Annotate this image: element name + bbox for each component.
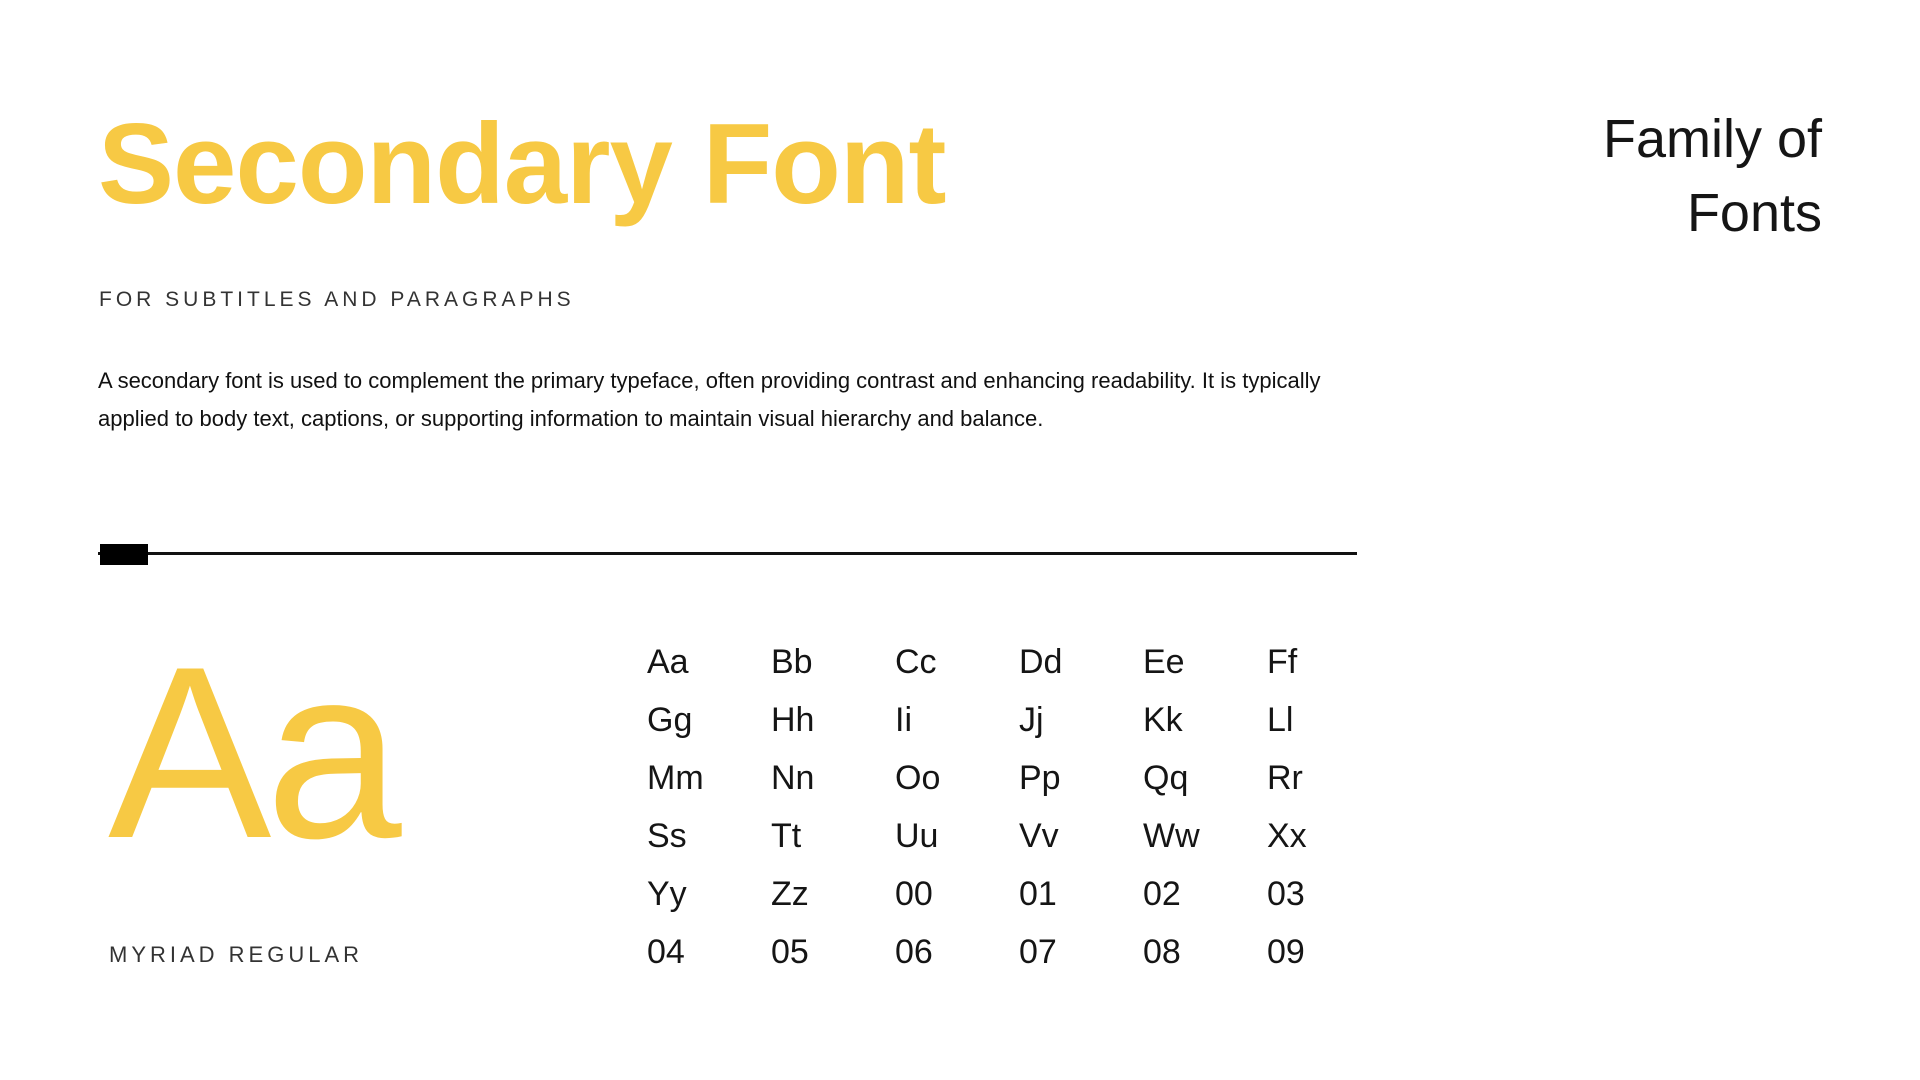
- glyph: 00: [895, 875, 933, 913]
- glyph: Yy: [647, 875, 687, 913]
- family-heading-line-2: Fonts: [1686, 183, 1822, 243]
- glyph: Ss: [647, 817, 687, 855]
- glyph: Ww: [1143, 817, 1200, 855]
- font-sample-large: Aa: [108, 615, 396, 889]
- glyph: Ll: [1267, 701, 1294, 739]
- font-name-label: MYRIAD REGULAR: [109, 942, 364, 967]
- glyph: 06: [895, 933, 933, 971]
- glyph: 08: [1143, 933, 1181, 971]
- glyph: 02: [1143, 875, 1181, 913]
- glyph: Kk: [1143, 701, 1183, 739]
- section-subtitle: FOR SUBTITLES AND PARAGRAPHS: [99, 288, 575, 311]
- family-of-fonts-heading: [1603, 102, 1822, 250]
- glyph: 07: [1019, 933, 1057, 971]
- glyph: Aa: [647, 643, 689, 681]
- family-heading-line-1: Family of: [1602, 109, 1822, 169]
- glyph: 04: [647, 933, 685, 971]
- glyph: Rr: [1267, 759, 1303, 797]
- glyph: Ee: [1143, 643, 1185, 681]
- glyph: Oo: [895, 759, 941, 797]
- glyph: Qq: [1143, 759, 1189, 797]
- glyph: Hh: [771, 701, 815, 739]
- glyph: Pp: [1019, 759, 1061, 797]
- description-paragraph: A secondary font is used to complement the primary typeface, often providing contrast and enhancing readability. It is typically applied to body text, captions, or supporting information to maintain visual hierarchy and balance.: [98, 368, 1321, 431]
- glyph: Zz: [771, 875, 809, 913]
- glyph: Cc: [895, 643, 937, 681]
- glyph: 05: [771, 933, 809, 971]
- divider-marker: [100, 544, 148, 565]
- glyph: Gg: [647, 701, 693, 739]
- glyph: Bb: [771, 643, 813, 681]
- glyph: Dd: [1019, 643, 1063, 681]
- glyph: 09: [1267, 933, 1305, 971]
- glyph: Xx: [1267, 817, 1307, 855]
- glyph-grid: [647, 641, 1391, 989]
- glyph: Nn: [771, 759, 815, 797]
- glyph: Jj: [1019, 701, 1044, 739]
- glyph: Ff: [1267, 643, 1298, 681]
- glyph: 03: [1267, 875, 1305, 913]
- glyph: Uu: [895, 817, 939, 855]
- divider-line: [98, 552, 1357, 555]
- glyph: Vv: [1019, 817, 1059, 855]
- section-divider: [98, 542, 1357, 566]
- glyph: Tt: [771, 817, 802, 855]
- glyph: Mm: [647, 759, 704, 797]
- page-title: Secondary Font: [98, 101, 946, 228]
- glyph: Ii: [895, 701, 912, 739]
- glyph: 01: [1019, 875, 1057, 913]
